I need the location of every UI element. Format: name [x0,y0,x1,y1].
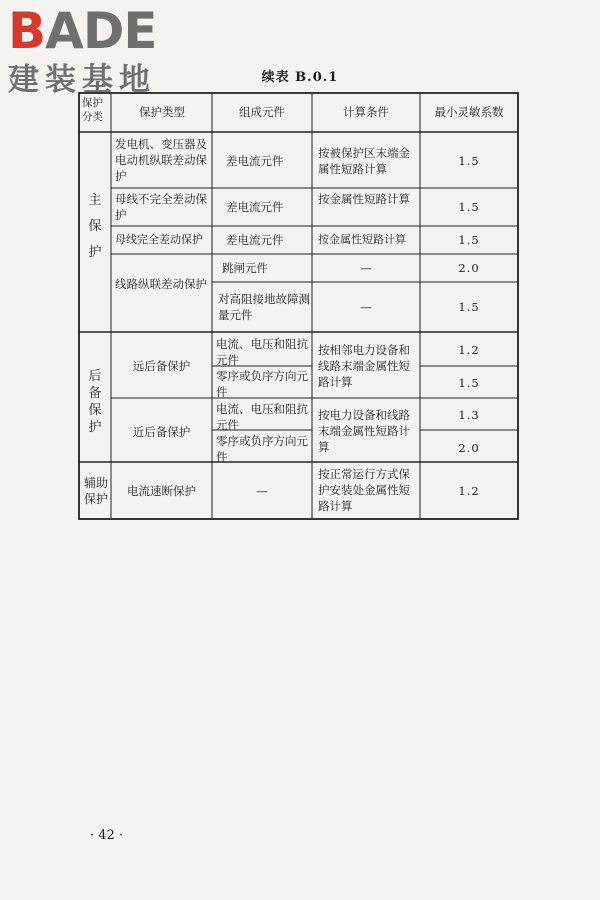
cell-main-type-4: 线路纵联差动保护 [115,277,207,291]
cell-backup-component-2b: 零序或负序方向元件 [216,434,308,464]
cell-main-coef-2: 1.5 [458,200,480,214]
cell-main-condition-4b: — [360,300,372,314]
watermark-brand: BADE [8,2,157,60]
cell-backup-condition-2: 按电力设备和线路末端金属性短路计算 [318,408,410,454]
cell-main-coef-4a: 2.0 [458,261,480,275]
cell-backup-coef-2a: 1.3 [458,408,480,422]
cell-main-coef-4b: 1.5 [458,300,480,314]
watermark-subtitle: 建装基地 [8,62,156,98]
cell-backup-condition-1: 按相邻电力设备和线路末端金属性短路计算 [318,343,410,389]
table-caption: 续表 B.0.1 [261,70,339,85]
group-aux: 辅助保护 [83,476,108,506]
cell-aux-coef-1: 1.2 [458,484,480,498]
header-category: 保护分类 [82,97,103,123]
group-backup: 后备保护 [88,369,102,435]
cell-main-type-3: 母线完全差动保护 [115,233,203,246]
group-main: 主保护 [88,193,102,260]
cell-main-condition-1: 按被保护区末端金属性短路计算 [318,146,410,176]
cell-main-type-1: 发电机、变压器及电动机纵联差动保护 [115,137,207,183]
cell-main-component-3: 差电流元件 [226,233,284,247]
header-condition: 计算条件 [343,105,389,119]
cell-main-coef-3: 1.5 [458,233,480,247]
cell-backup-component-1b: 零序或负序方向元件 [216,369,308,399]
cell-backup-coef-2b: 2.0 [458,441,480,455]
cell-main-component-4a: 跳闸元件 [222,261,268,275]
cell-main-condition-2: 按金属性短路计算 [318,192,410,206]
page-number: · 42 · [90,828,124,843]
cell-main-coef-1: 1.5 [458,154,480,168]
cell-main-component-4b: 对高阻接地故障测量元件 [218,292,310,322]
cell-backup-component-2a: 电流、电压和阻抗元件 [216,402,308,432]
cell-main-condition-3: 按金属性短路计算 [318,233,406,246]
cell-backup-type-2: 近后备保护 [132,425,191,439]
cell-aux-component-1: — [256,484,268,498]
cell-aux-condition-1: 按正常运行方式保护安装处金属性短路计算 [318,467,410,513]
header-coefficient: 最小灵敏系数 [434,105,504,119]
header-component: 组成元件 [239,105,285,119]
cell-backup-type-1: 远后备保护 [132,359,191,373]
cell-backup-component-1a: 电流、电压和阻抗元件 [216,337,308,367]
cell-aux-type-1: 电流速断保护 [127,484,196,498]
watermark-brand-rest: ADE [45,2,157,60]
header-type: 保护类型 [139,105,185,119]
cell-main-component-1: 差电流元件 [226,154,284,168]
cell-main-type-2: 母线不完全差动保护 [115,192,207,222]
cell-backup-coef-1b: 1.5 [458,376,480,390]
cell-main-condition-4a: — [360,261,372,275]
cell-backup-coef-1a: 1.2 [458,343,480,357]
cell-main-component-2: 差电流元件 [226,200,284,214]
